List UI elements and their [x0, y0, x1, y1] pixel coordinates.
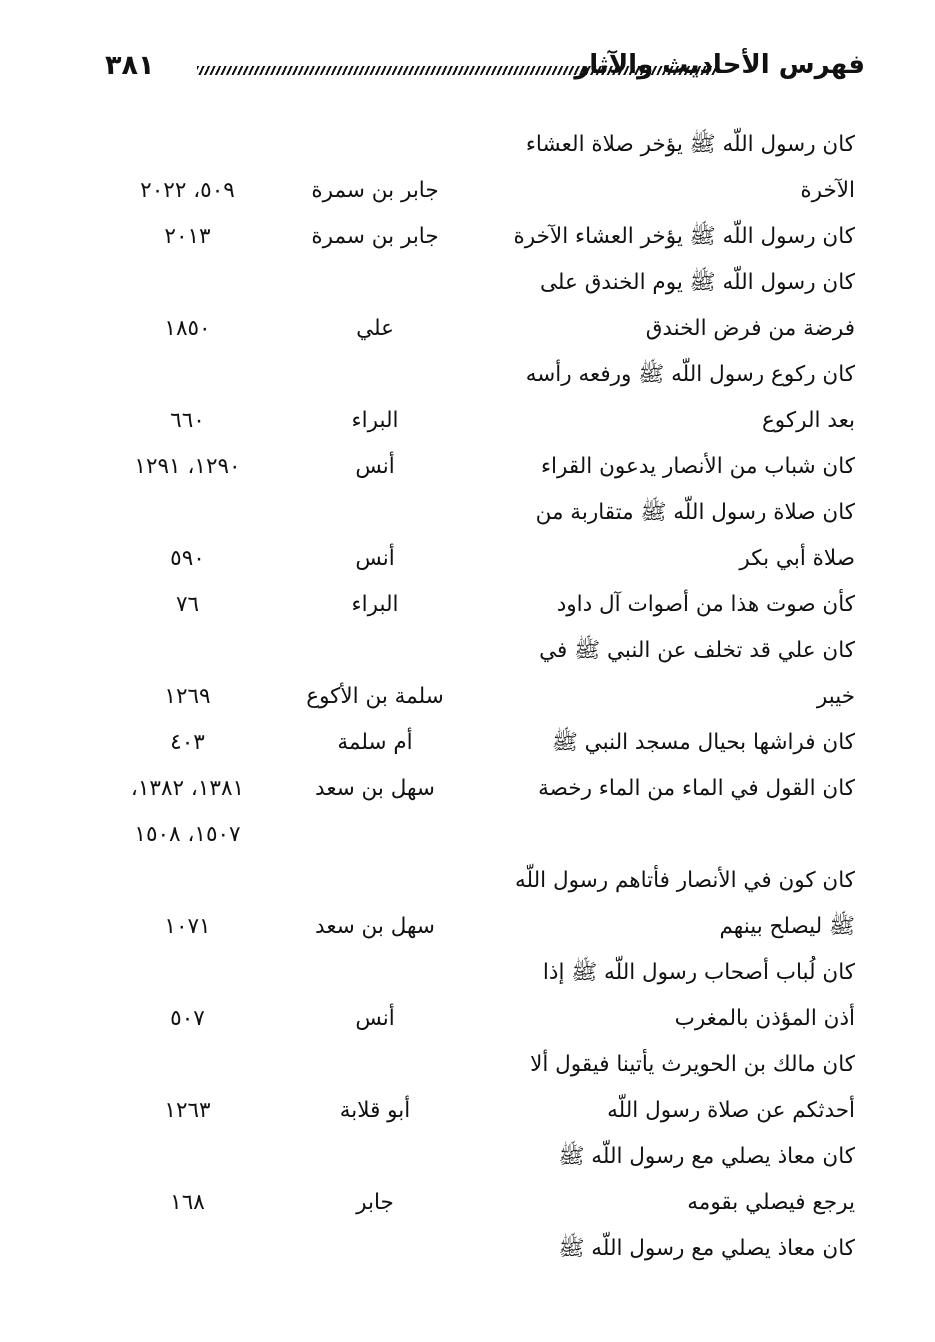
index-row	[105, 1088, 855, 1134]
index-row	[105, 766, 855, 812]
narrator: جابر بن سمرة	[311, 224, 439, 249]
reference-numbers: ١٢٦٣	[164, 1098, 211, 1123]
reference-numbers: ١٨٥٠	[164, 316, 211, 341]
narrator: البراء	[351, 592, 399, 617]
index-row	[105, 858, 855, 904]
hadith-text: كان لُباب أصحاب رسول اللّه ﷺ إذا	[542, 960, 855, 985]
hadith-text: كان صلاة رسول اللّه ﷺ متقاربة من	[535, 500, 855, 525]
hadith-text: خيبر	[816, 684, 855, 709]
reference-numbers: ١٥٠٧، ١٥٠٨	[134, 822, 241, 847]
index-row	[105, 628, 855, 674]
hadith-text: كان معاذ يصلي مع رسول اللّه ﷺ	[558, 1144, 855, 1169]
index-row	[105, 674, 855, 720]
hadith-text: كان رسول اللّه ﷺ يوم الخندق على	[540, 270, 855, 295]
index-row	[105, 490, 855, 536]
hadith-text: ﷺ ليصلح بينهم	[719, 914, 855, 939]
narrator: علي	[356, 316, 394, 341]
page-number: ٣٨١	[105, 50, 155, 81]
index-row	[105, 1134, 855, 1180]
index-row	[105, 122, 855, 168]
hadith-text: أذن المؤذن بالمغرب	[674, 1006, 855, 1031]
hadith-text: كان علي قد تخلف عن النبي ﷺ في	[539, 638, 855, 663]
hadith-text: كان كون في الأنصار فأتاهم رسول اللّه	[514, 868, 855, 893]
narrator: أنس	[355, 454, 395, 479]
reference-numbers: ٤٠٣	[170, 730, 205, 755]
index-row	[105, 260, 855, 306]
index-row	[105, 904, 855, 950]
index-row	[105, 444, 855, 490]
reference-numbers: ١٢٦٩	[164, 684, 211, 709]
reference-numbers: ٥٩٠	[170, 546, 205, 571]
index-row	[105, 214, 855, 260]
narrator: سهل بن سعد	[315, 776, 435, 801]
hadith-text: كان رسول اللّه ﷺ يؤخر العشاء الآخرة	[513, 224, 855, 249]
narrator: أم سلمة	[337, 730, 413, 755]
reference-numbers: ٢٠١٣	[164, 224, 211, 249]
hadith-text: فرضة من فرض الخندق	[645, 316, 855, 341]
reference-numbers: ١٦٨	[170, 1190, 205, 1215]
reference-numbers: ٥٠٧	[170, 1006, 205, 1031]
hadith-text: الآخرة	[800, 178, 855, 203]
index-row	[105, 306, 855, 352]
index-row	[105, 582, 855, 628]
reference-numbers: ٧٦	[175, 592, 200, 617]
hadith-index	[105, 122, 855, 1272]
index-row	[105, 812, 855, 858]
index-row	[105, 1180, 855, 1226]
reference-numbers: ٦٦٠	[170, 408, 205, 433]
index-row	[105, 398, 855, 444]
hadith-text: صلاة أبي بكر	[739, 546, 855, 571]
index-row	[105, 1226, 855, 1272]
hadith-text: كان ركوع رسول اللّه ﷺ ورفعه رأسه	[525, 362, 855, 387]
hadith-text: كان معاذ يصلي مع رسول اللّه ﷺ	[558, 1236, 855, 1261]
narrator: أنس	[355, 1006, 395, 1031]
index-row	[105, 168, 855, 214]
index-row	[105, 352, 855, 398]
hadith-text: كان رسول اللّه ﷺ يؤخر صلاة العشاء	[525, 132, 855, 157]
narrator: البراء	[351, 408, 399, 433]
reference-numbers: ١٢٩٠، ١٢٩١	[134, 454, 241, 479]
index-row	[105, 1042, 855, 1088]
hadith-text: كأن صوت هذا من أصوات آل داود	[556, 592, 855, 617]
narrator: أبو قلابة	[339, 1098, 411, 1123]
reference-numbers: ١٠٧١	[164, 914, 211, 939]
narrator: سهل بن سعد	[315, 914, 435, 939]
hadith-text: يرجع فيصلي بقومه	[687, 1190, 855, 1215]
index-row	[105, 996, 855, 1042]
hadith-text: كان فراشها بحيال مسجد النبي ﷺ	[551, 730, 855, 755]
index-row	[105, 950, 855, 996]
hadith-text: كان القول في الماء من الماء رخصة	[538, 776, 855, 801]
hadith-text: كان شباب من الأنصار يدعون القراء	[540, 454, 855, 479]
page-header	[105, 50, 865, 90]
page-title: فهرس الأحاديث والآثار	[574, 50, 865, 80]
index-row	[105, 720, 855, 766]
reference-numbers: ٥٠٩، ٢٠٢٢	[140, 178, 235, 203]
narrator: أنس	[355, 546, 395, 571]
narrator: سلمة بن الأكوع	[306, 684, 444, 709]
hadith-text: بعد الركوع	[761, 408, 855, 433]
hadith-text: كان مالك بن الحويرث يأتينا فيقول ألا	[530, 1052, 855, 1077]
narrator: جابر	[356, 1190, 394, 1215]
index-row	[105, 536, 855, 582]
narrator: جابر بن سمرة	[311, 178, 439, 203]
hadith-text: أحدثكم عن صلاة رسول اللّه	[607, 1098, 855, 1123]
reference-numbers: ١٣٨١، ١٣٨٢،	[130, 776, 245, 801]
